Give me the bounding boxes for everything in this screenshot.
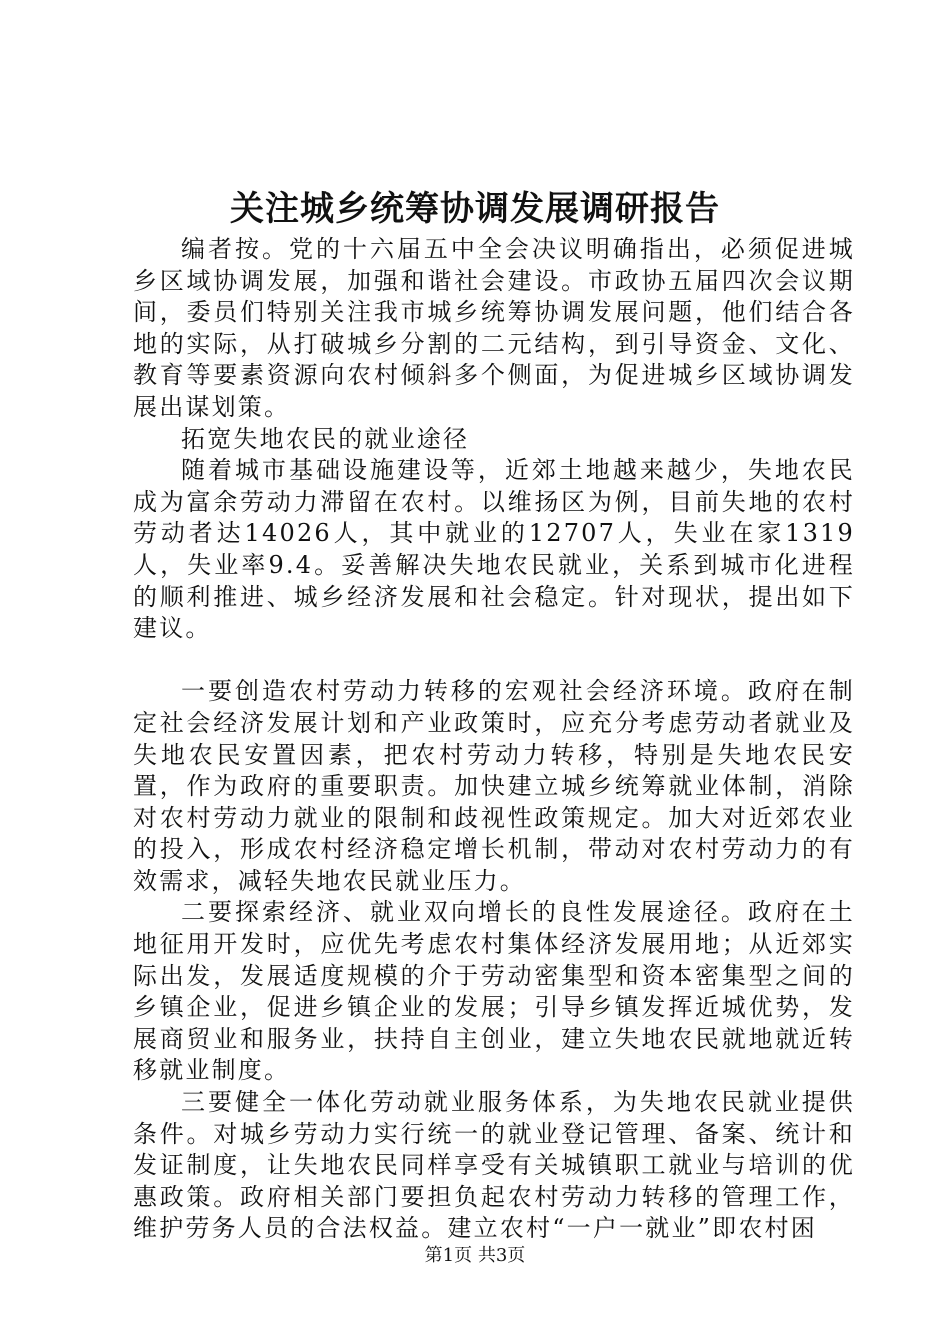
section-heading: 拓宽失地农民的就业途径: [181, 424, 470, 453]
paragraph-point-two: 二要探索经济、就业双向增长的良性发展途径。政府在土地征用开发时，应优先考虑农村集体经济发展用地；从近郊实际出发，发展适度规模的介于劳动密集型和资本密集型之间的乡镇企业，促进乡镇企业的发展；引导乡镇发挥近城优势，发展商贸业和服务业，扶持自主创业，建立失地农民就地就近转移就业制度。: [133, 898, 855, 1085]
document-title: 关注城乡统筹协调发展调研报告: [230, 189, 720, 229]
paragraph-point-one: 一要创造农村劳动力转移的宏观社会经济环境。政府在制定社会经济发展计划和产业政策时，应充分考虑劳动者就业及失地农民安置因素，把农村劳动力转移，特别是失地农民安置，作为政府的重要职责。加快建立城乡统筹就业体制，消除对农村劳动力就业的限制和歧视性政策规定。加大对近郊农业的投入，形成农村经济稳定增长机制，带动对农村劳动力的有效需求，减轻失地农民就业压力。: [133, 677, 855, 895]
paragraph-point-three: 三要健全一体化劳动就业服务体系，为失地农民就业提供条件。对城乡劳动力实行统一的就业登记管理、备案、统计和发证制度，让失地农民同样享受有关城镇职工就业与培训的优惠政策。政府相关部门要担负起农村劳动力转移的管理工作，维护劳务人员的合法权益。建立农村“一户一就业”即农村困: [133, 1088, 855, 1243]
document-body: [133, 234, 855, 1245]
page-number: 第1页 共3页: [424, 1245, 526, 1266]
paragraph-editor-note: 编者按。党的十六届五中全会决议明确指出，必须促进城乡区域协调发展，加强和谐社会建设。市政协五届四次会议期间，委员们特别关注我市城乡统筹协调发展问题，他们结合各地的实际，从打破城乡分割的二元结构，到引导资金、文化、教育等要素资源向农村倾斜多个侧面，为促进城乡区域协调发展出谋划策。: [133, 235, 855, 421]
paragraph-intro: 随着城市基础设施建设等，近郊土地越来越少，失地农民成为富余劳动力滞留在农村。以维扬区为例，目前失地的农村劳动者达14026人，其中就业的12707人，失业在家1319人，失业率9.4。妥善解决失地农民就业，关系到城市化进程的顺利推进、城乡经济发展和社会稳定。针对现状，提出如下建议。: [133, 456, 855, 643]
